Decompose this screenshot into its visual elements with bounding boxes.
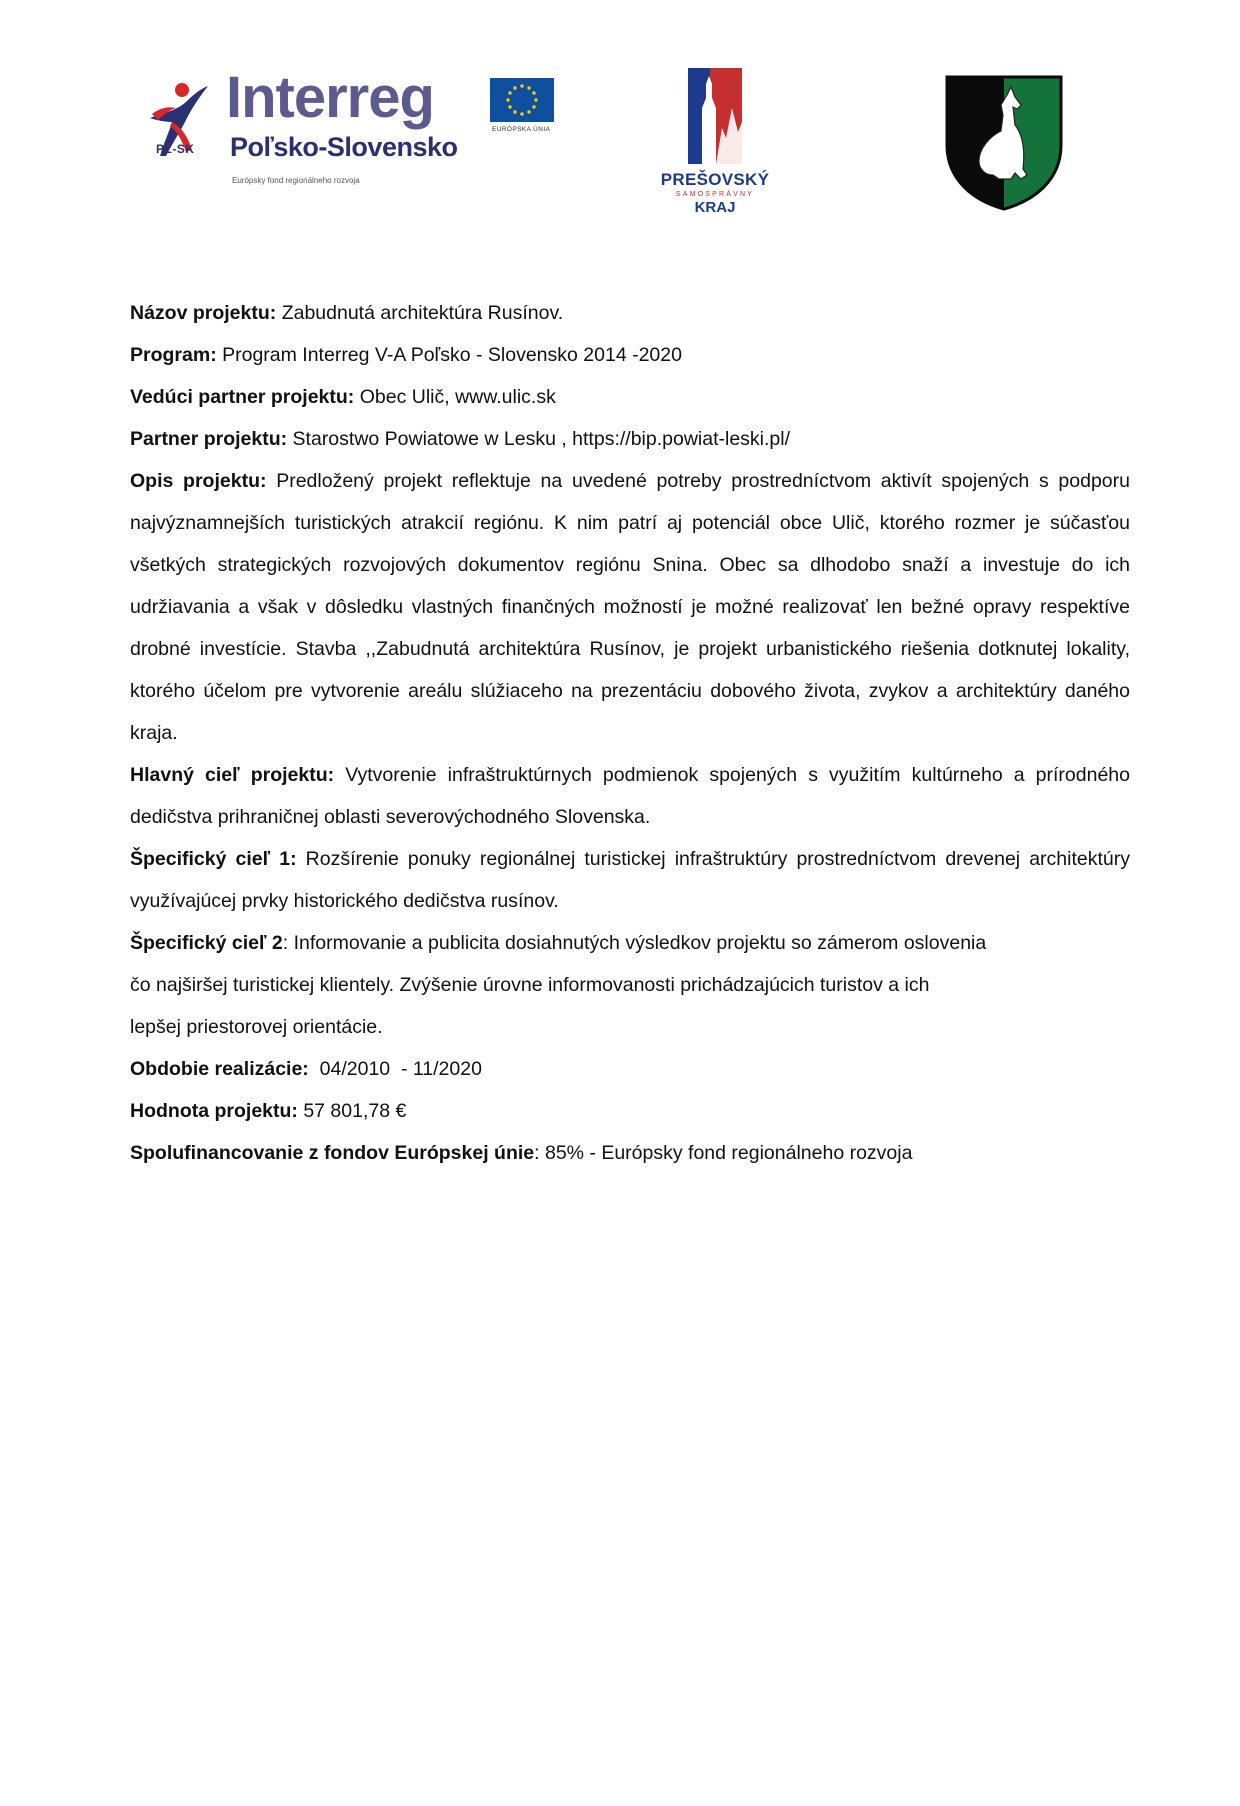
- pl-sk-label: PL-SK: [156, 142, 195, 156]
- field-label: Špecifický cieľ 1:: [130, 848, 297, 870]
- field-value: Program Interreg V-A Poľsko - Slovensko 2014 -2020: [216, 344, 682, 366]
- field-label: Opis projektu:: [130, 470, 267, 492]
- presov-region-logo: [650, 68, 780, 220]
- presov-kraj: KRAJ: [694, 199, 736, 216]
- field-specificky-ciel-1: [130, 838, 1130, 922]
- field-value: Predložený projekt reflektuje na uvedené potreby prostredníctvom aktivít spojených s podporu najvýznamnejších turistických atrakcií regiónu. K nim patrí aj potenciál obce Ulič, ktorého rozmer je súčasťou všetkých strategických rozvojových dokumentov regiónu Snina. Obec sa dlhodobo snaží a investuje do ich udržiavania a však v dôsledku vlastných finančných možností je možné realizovať len bežné opravy respektíve drobné investície. Stavba ,,Zabudnutá architektúra Rusínov, je projekt urbanistického riešenia dotknutej lokality, ktorého účelom pre vytvorenie areálu slúžiaceho na prezentáciu dobového života, zvykov a architektúry daného kraja.: [130, 470, 1130, 744]
- field-value-line: : Informovanie a publicita dosiahnutých výsledkov projektu so zámerom oslovenia: [282, 932, 987, 954]
- field-label: Partner projektu:: [130, 428, 288, 450]
- field-label: Obdobie realizácie:: [130, 1058, 309, 1080]
- interreg-wordmark: Interreg: [226, 65, 434, 130]
- field-value-line: lepšej priestorovej orientácie.: [130, 1016, 383, 1038]
- logo-header: [0, 0, 1240, 240]
- field-label: Hodnota projektu:: [130, 1100, 298, 1122]
- interreg-logo: [142, 65, 562, 192]
- field-hlavny-ciel: [130, 754, 1130, 838]
- field-label: Program:: [130, 344, 217, 366]
- field-value: : 85% - Európsky fond regionálneho rozvoja: [534, 1142, 913, 1164]
- field-label: Spolufinancovanie z fondov Európskej únie: [130, 1142, 535, 1164]
- eu-flag-icon: [490, 78, 554, 122]
- field-label: Špecifický cieľ 2: [130, 932, 283, 954]
- interreg-fund-line: Európsky fond regionálneho rozvoja: [232, 176, 360, 185]
- field-obdobie: [130, 1048, 1130, 1090]
- presov-tower-icon: [688, 68, 742, 164]
- ulic-coat-of-arms-icon: [945, 75, 1063, 211]
- field-label: Názov projektu:: [130, 302, 277, 324]
- presov-name: PREŠOVSKÝ: [660, 170, 770, 189]
- field-specificky-ciel-2: [130, 922, 1130, 1048]
- field-value: 57 801,78 €: [297, 1100, 407, 1122]
- field-program: [130, 334, 1130, 376]
- field-value: Rozšírenie ponuky regionálnej turistickej infraštruktúry prostredníctvom drevenej architektúry využívajúcej prvky historického dedičstva rusínov.: [130, 848, 1130, 912]
- project-info: [130, 292, 1130, 1174]
- field-nazov: [130, 292, 1130, 334]
- field-hodnota: [130, 1090, 1130, 1132]
- field-value: Obec Ulič, www.ulic.sk: [354, 386, 556, 408]
- field-label: Hlavný cieľ projektu:: [130, 764, 335, 786]
- field-partner: [130, 418, 1130, 460]
- field-value: Vytvorenie infraštruktúrnych podmienok spojených s využitím kultúrneho a prírodného dedičstva prihraničnej oblasti severovýchodného Slovenska.: [130, 764, 1130, 828]
- interreg-subtitle: Poľsko-Slovensko: [230, 132, 458, 162]
- field-value: Zabudnutá architektúra Rusínov.: [276, 302, 564, 324]
- field-value: Starostwo Powiatowe w Lesku , https://bip.powiat-leski.pl/: [287, 428, 791, 450]
- presov-sub: SAMOSPRÁVNY: [675, 191, 755, 198]
- field-value-line: čo najširšej turistickej klientely. Zvýšenie úrovne informovanosti prichádzajúcich turistov a ich: [130, 974, 930, 996]
- field-value: 04/2010 - 11/2020: [308, 1058, 482, 1080]
- field-spolufinancovanie: [130, 1132, 1130, 1174]
- field-opis: [130, 460, 1130, 754]
- eu-label: EURÓPSKA ÚNIA: [492, 126, 551, 133]
- field-veduci-partner: [130, 376, 1130, 418]
- field-label: Vedúci partner projektu:: [130, 386, 355, 408]
